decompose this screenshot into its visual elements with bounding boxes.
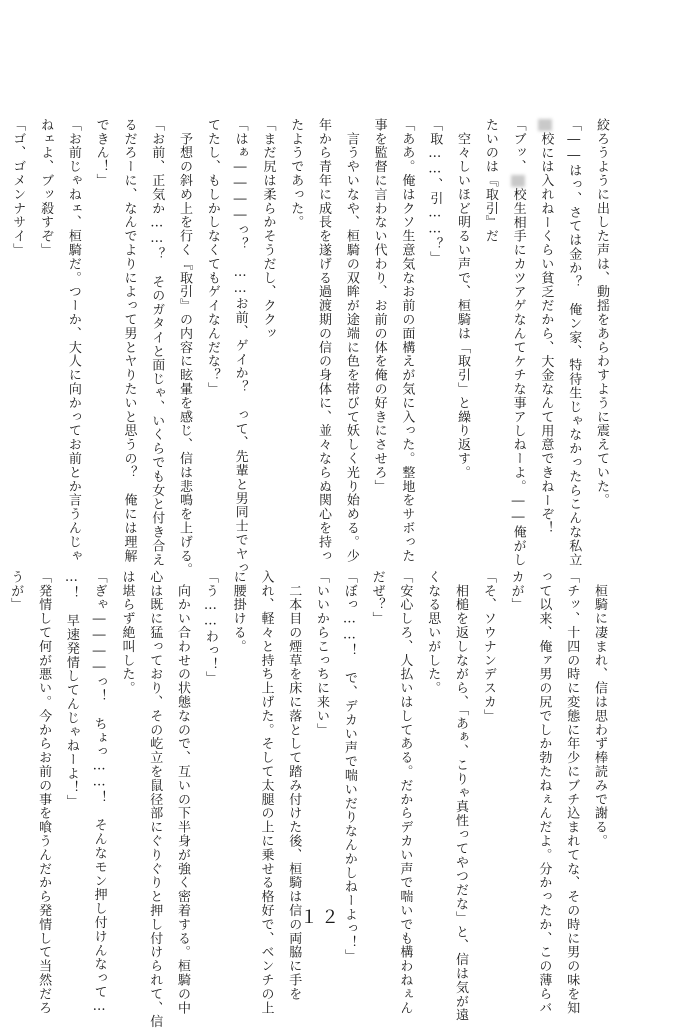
text-line: てたし、もしかしなくてもゲイなんだな？」 <box>204 118 220 396</box>
text-line: るだろーに、なんでよりによって男とヤりたいと思うの？ 俺には理解 <box>121 118 137 563</box>
text-line: カが」 <box>508 570 524 612</box>
text-line: 「はぁ――――っ？ ……お前、ゲイか？ って、先輩と男同士でヤっ <box>232 118 248 575</box>
text-line: って以来、俺ァ男の尻でしか勃たねぇんだよ。分かったか、この薄らバ <box>536 570 552 1015</box>
text-line: 心は既に猛っており、その屹立を鼠径部にぐりぐりと押し付けられて、信 <box>147 570 163 1029</box>
text-line: 「取……、引……？」 <box>427 118 443 265</box>
text-line: ねェよ、ブッ殺すぞ」 <box>38 118 54 257</box>
text-line <box>504 118 532 567</box>
text-line: 事を監督に言わない代わり、お前の体を俺の好きにさせろ」 <box>371 118 387 494</box>
text-line: 「ぼっ……！ で、デカい声で喘いだりなんかしねーよっ！」 <box>341 570 357 964</box>
text-line: 桓騎に凄まれ、信は思わず棒読みで謝る。 <box>592 570 607 848</box>
text-line: 「チッ、十四の時に変態に年少にブチ込まれてな、その時に男の味を知 <box>564 570 580 1015</box>
text-segment: 校には入れねーくらい貧乏だから、大金なんて用意できねーぞ！ <box>538 132 554 536</box>
text-line: できん！」 <box>93 118 109 188</box>
text-line: 相槌を返しながら、「あぁ、こりゃ真性ってやつだな」と、信は気が遠 <box>453 570 469 1023</box>
text-segment: 校生相手にカツアゲなんてケチな事アしねーよ。――俺がし <box>510 187 526 567</box>
text-line: 予想の斜め上を行く『取引』の内容に眩暈を感じ、信は悲鳴を上げる。 <box>177 118 193 577</box>
text-line <box>532 118 560 536</box>
text-line: 「そ、ソウナンデスカ」 <box>480 570 496 723</box>
text-line: 「いいからこっちに来い」 <box>314 570 330 737</box>
text-line: 向かい合わせの状態なので、互いの下半身が強く密着する。桓騎の中 <box>175 570 191 1015</box>
text-line: 二本目の煙草を床に落として踏み付けた後、桓騎は信の両脇に手を <box>286 570 302 1001</box>
text-line: くなる思いがした。 <box>425 570 441 696</box>
text-line: たいのは『取引』だ <box>482 118 498 244</box>
text-line: 言うやいなや、桓騎の双眸が途端に色を帯びて妖しく光り始める。少 <box>343 118 359 563</box>
text-line: 「お前、正気か……？ そのガタイと面じゃ、いくらでも女と付き合え <box>149 118 165 567</box>
text-line: 空々しいほど明るい声で、桓騎は「取引」と繰り返す。 <box>455 118 471 480</box>
text-line: だぜ？」 <box>369 570 385 626</box>
text-line: 年から青年に成長を遂げる過渡期の信の身体に、並々ならぬ関心を持っ <box>316 118 332 563</box>
text-segment: 「ブッ、 <box>510 118 526 174</box>
page-number: １２ <box>300 907 342 928</box>
redacted-mark <box>511 175 525 187</box>
redacted-mark <box>538 119 552 131</box>
text-line: 「――はっ、さては金か？ 俺ン家、特待生じゃなかったらこんな私立 <box>566 118 582 567</box>
text-line: …！ 早速発情してんじゃねーよ！」 <box>63 570 79 809</box>
text-line: 絞ろうように出した声は、動揺をあらわすように震えていた。 <box>594 118 609 508</box>
text-line: 「ゴ、ゴメンナサイ」 <box>10 118 26 257</box>
text-line: 「ぎゃ――――っ！ ちょっ……！ そんなモン押し付けんなって… <box>91 570 107 1015</box>
text-line: に腰掛ける。 <box>230 570 246 654</box>
text-line: は堪らず絶叫した。 <box>119 570 135 696</box>
text-line: うが」 <box>8 570 24 612</box>
text-line: 「ああ。俺はクソ生意気なお前の面構えが気に入った。整地をサボった <box>399 118 415 563</box>
text-line: 「安心しろ、人払いはしてある。だからデカい声で喘いでも構わねぇん <box>397 570 413 1015</box>
text-line: 「お前じゃねェ、桓騎だ。つーか、大人に向かってお前とか言うんじゃ <box>65 118 81 563</box>
upper-text-block <box>3 118 615 577</box>
text-line: 入れ、軽々と持ち上げた。そして太腿の上に乗せる格好で、ベンチの上 <box>258 570 274 1015</box>
text-line: 「発情して何が悪い。今からお前の事を喰うんだから発情して当然だろ <box>36 570 52 1015</box>
text-line: 「まだ尻は柔らかそうだし、ククッ <box>260 118 276 341</box>
text-line: 「う……わっ！」 <box>202 570 218 686</box>
text-line: たようであった。 <box>288 118 304 230</box>
